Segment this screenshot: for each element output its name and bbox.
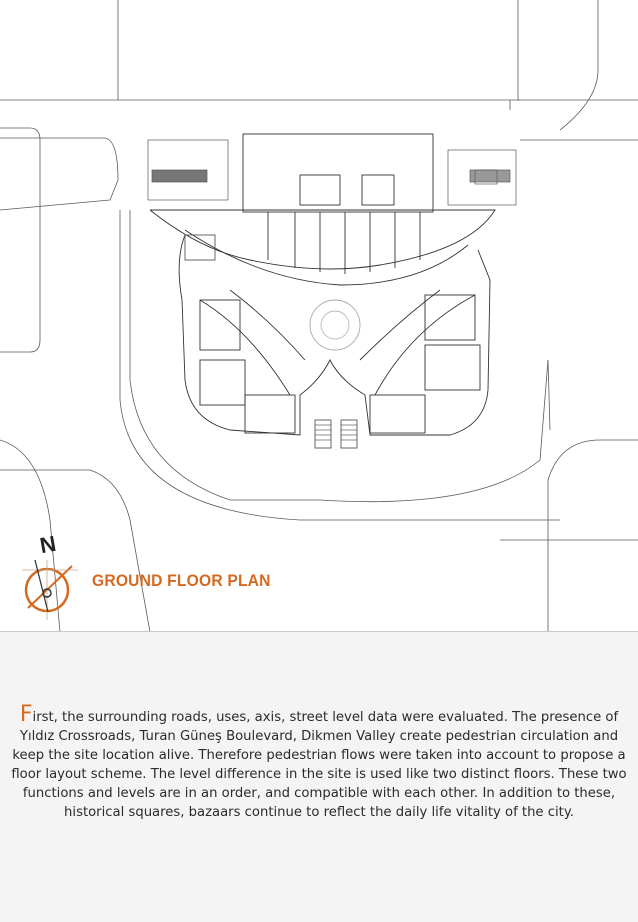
parking-slot-right xyxy=(470,170,510,182)
upper-arc-inner xyxy=(185,230,468,285)
inner-wing-left xyxy=(230,290,305,360)
room xyxy=(245,395,295,433)
plan-title: GROUND FLOOR PLAN xyxy=(92,571,271,590)
site-curve xyxy=(130,210,548,502)
north-arrow-icon xyxy=(22,560,78,620)
site-curve-outer xyxy=(120,210,560,520)
room xyxy=(425,345,480,390)
main-block xyxy=(243,134,433,212)
stair-left xyxy=(315,420,331,448)
road-edge-right-2 xyxy=(548,440,638,632)
room xyxy=(370,395,425,433)
description-paragraph xyxy=(8,702,630,822)
north-label: N xyxy=(37,530,58,559)
central-plaza-inner xyxy=(321,311,349,339)
central-plaza xyxy=(310,300,360,350)
drop-cap: F xyxy=(19,702,33,727)
lot-left xyxy=(0,470,150,632)
parking-slot-left xyxy=(152,170,207,182)
core-1 xyxy=(300,175,340,205)
inner-wing-right xyxy=(360,290,440,360)
room xyxy=(425,295,475,340)
road-edge-right xyxy=(560,0,598,130)
description-text: irst, the surrounding roads, uses, axis, street level data were evaluated. The presence of Yıldız Crossroads, Turan Güneş Boulevard, Dikmen Valley create pedestrian circulation and keep the site location alive. Therefore pedestrian flows were taken into account to propose a floor layout scheme. The level difference in the site is used like two distinct floors. These two functions and levels are in an order, and compatible with each other. In addition to these, historical squares, bazaars continue to reflect the daily life vitality of the city. xyxy=(11,710,627,820)
road-edge-left xyxy=(0,128,40,352)
core-2 xyxy=(362,175,394,205)
stair-right xyxy=(341,420,357,448)
room xyxy=(200,360,245,405)
road-edge-right-3 xyxy=(548,360,550,430)
road-edge-top-right xyxy=(518,0,520,100)
road-block-left xyxy=(0,138,118,210)
